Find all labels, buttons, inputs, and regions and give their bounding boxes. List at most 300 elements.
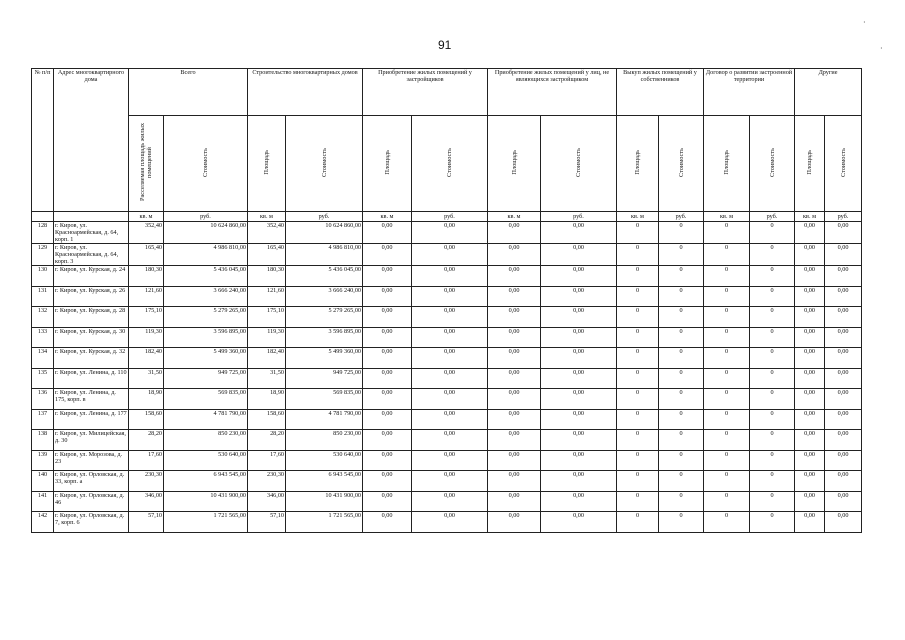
group-header-construction: Строительство многоквартирных домов	[248, 69, 363, 116]
total-cost: 850 230,00	[164, 430, 248, 451]
non-developer-area: 0,00	[488, 450, 541, 471]
sub-header-area: Площадь	[704, 116, 750, 212]
development-cost: 0	[750, 512, 795, 533]
other-cost: 0,00	[825, 348, 862, 369]
buyout-cost: 0	[659, 286, 704, 307]
development-area: 0	[704, 409, 750, 430]
developer-area: 0,00	[363, 450, 412, 471]
table-row	[32, 222, 862, 244]
development-area: 0	[704, 286, 750, 307]
construction-cost: 1 721 565,00	[286, 512, 363, 533]
non-developer-area: 0,00	[488, 348, 541, 369]
developer-cost: 0,00	[412, 244, 488, 266]
other-cost: 0,00	[825, 307, 862, 328]
other-cost: 0,00	[825, 430, 862, 451]
non-developer-cost: 0,00	[541, 327, 617, 348]
unit-area: кв. м	[488, 212, 541, 222]
row-address: г. Киров, ул. Ленина, д. 110	[54, 368, 129, 389]
row-number: 142	[32, 512, 54, 533]
row-number: 131	[32, 286, 54, 307]
non-developer-area: 0,00	[488, 430, 541, 451]
row-number: 138	[32, 430, 54, 451]
units-row	[32, 212, 862, 222]
non-developer-area: 0,00	[488, 307, 541, 328]
other-area: 0,00	[795, 491, 825, 512]
total-cost: 5 499 360,00	[164, 348, 248, 369]
non-developer-area: 0,00	[488, 389, 541, 410]
unit-area: кв. м	[617, 212, 659, 222]
unit-area: кв. м	[363, 212, 412, 222]
construction-area: 165,40	[248, 244, 286, 266]
total-area: 31,50	[129, 368, 164, 389]
row-address: г. Киров, ул. Ленина, д. 175, корп. в	[54, 389, 129, 410]
construction-area: 346,00	[248, 491, 286, 512]
construction-area: 230,30	[248, 471, 286, 492]
page-number: 91	[438, 38, 452, 52]
non-developer-cost: 0,00	[541, 430, 617, 451]
total-area: 182,40	[129, 348, 164, 369]
other-cost: 0,00	[825, 491, 862, 512]
sub-header-area: Площадь	[363, 116, 412, 212]
non-developer-area: 0,00	[488, 327, 541, 348]
buyout-area: 0	[617, 307, 659, 328]
construction-cost: 10 431 900,00	[286, 491, 363, 512]
developer-area: 0,00	[363, 222, 412, 244]
construction-area: 17,60	[248, 450, 286, 471]
unit-area: кв. м	[704, 212, 750, 222]
sub-header-cost: Стоимость	[825, 116, 862, 212]
development-cost: 0	[750, 244, 795, 266]
sub-header-area: Площадь	[248, 116, 286, 212]
non-developer-cost: 0,00	[541, 491, 617, 512]
non-developer-area: 0,00	[488, 512, 541, 533]
table-row	[32, 409, 862, 430]
total-cost: 3 596 895,00	[164, 327, 248, 348]
developer-cost: 0,00	[412, 307, 488, 328]
developer-cost: 0,00	[412, 409, 488, 430]
row-number: 139	[32, 450, 54, 471]
other-area: 0,00	[795, 266, 825, 287]
development-cost: 0	[750, 430, 795, 451]
row-address: г. Киров, ул. Морозова, д. 23	[54, 450, 129, 471]
development-cost: 0	[750, 491, 795, 512]
construction-cost: 5 499 360,00	[286, 348, 363, 369]
construction-area: 175,10	[248, 307, 286, 328]
total-area: 158,60	[129, 409, 164, 430]
developer-cost: 0,00	[412, 512, 488, 533]
sub-header-cost: Стоимость	[412, 116, 488, 212]
construction-area: 182,40	[248, 348, 286, 369]
buyout-cost: 0	[659, 430, 704, 451]
other-area: 0,00	[795, 512, 825, 533]
row-address: г. Киров, ул. Курская, д. 30	[54, 327, 129, 348]
non-developer-cost: 0,00	[541, 368, 617, 389]
construction-area: 57,10	[248, 512, 286, 533]
total-cost: 10 431 900,00	[164, 491, 248, 512]
table-row	[32, 471, 862, 492]
developer-cost: 0,00	[412, 430, 488, 451]
other-area: 0,00	[795, 450, 825, 471]
other-cost: 0,00	[825, 222, 862, 244]
total-cost: 10 624 860,00	[164, 222, 248, 244]
buyout-cost: 0	[659, 222, 704, 244]
row-number: 141	[32, 491, 54, 512]
total-area: 121,60	[129, 286, 164, 307]
group-header-purchase-developers: Приобретение жилых помещений у застройщиков	[363, 69, 488, 116]
unit-area: кв. м	[248, 212, 286, 222]
buyout-cost: 0	[659, 491, 704, 512]
construction-cost: 569 835,00	[286, 389, 363, 410]
development-cost: 0	[750, 266, 795, 287]
table-row	[32, 491, 862, 512]
development-area: 0	[704, 471, 750, 492]
construction-cost: 3 666 240,00	[286, 286, 363, 307]
other-area: 0,00	[795, 327, 825, 348]
developer-cost: 0,00	[412, 327, 488, 348]
scan-mark: ·	[880, 44, 883, 53]
development-area: 0	[704, 307, 750, 328]
development-area: 0	[704, 430, 750, 451]
development-cost: 0	[750, 286, 795, 307]
other-area: 0,00	[795, 348, 825, 369]
construction-cost: 530 640,00	[286, 450, 363, 471]
non-developer-cost: 0,00	[541, 222, 617, 244]
row-number: 128	[32, 222, 54, 244]
non-developer-area: 0,00	[488, 368, 541, 389]
row-number: 135	[32, 368, 54, 389]
row-address: г. Киров, ул. Курская, д. 32	[54, 348, 129, 369]
total-area: 18,90	[129, 389, 164, 410]
total-area: 230,30	[129, 471, 164, 492]
development-area: 0	[704, 266, 750, 287]
row-number: 136	[32, 389, 54, 410]
row-number: 130	[32, 266, 54, 287]
sub-header-cost: Стоимость	[750, 116, 795, 212]
non-developer-cost: 0,00	[541, 307, 617, 328]
row-address: г. Киров, ул. Орловская, д. 7, корп. 6	[54, 512, 129, 533]
buyout-area: 0	[617, 266, 659, 287]
non-developer-area: 0,00	[488, 222, 541, 244]
buyout-cost: 0	[659, 266, 704, 287]
development-cost: 0	[750, 348, 795, 369]
unit-empty	[54, 212, 129, 222]
group-header-purchase-non-developers: Приобретение жилых помещений у лиц, не являющихся застройщиком	[488, 69, 617, 116]
non-developer-cost: 0,00	[541, 471, 617, 492]
non-developer-area: 0,00	[488, 409, 541, 430]
non-developer-area: 0,00	[488, 244, 541, 266]
developer-area: 0,00	[363, 266, 412, 287]
buyout-area: 0	[617, 286, 659, 307]
total-cost: 6 943 545,00	[164, 471, 248, 492]
non-developer-cost: 0,00	[541, 389, 617, 410]
development-cost: 0	[750, 409, 795, 430]
other-area: 0,00	[795, 222, 825, 244]
other-cost: 0,00	[825, 450, 862, 471]
total-area: 346,00	[129, 491, 164, 512]
developer-area: 0,00	[363, 368, 412, 389]
construction-cost: 949 725,00	[286, 368, 363, 389]
construction-area: 28,20	[248, 430, 286, 451]
construction-cost: 5 436 045,00	[286, 266, 363, 287]
developer-area: 0,00	[363, 348, 412, 369]
developer-cost: 0,00	[412, 471, 488, 492]
construction-area: 119,30	[248, 327, 286, 348]
developer-cost: 0,00	[412, 266, 488, 287]
buyout-cost: 0	[659, 471, 704, 492]
total-cost: 4 781 790,00	[164, 409, 248, 430]
other-area: 0,00	[795, 368, 825, 389]
total-area: 175,10	[129, 307, 164, 328]
total-area: 28,20	[129, 430, 164, 451]
sub-header-area: Площадь	[617, 116, 659, 212]
resettlement-table	[31, 68, 862, 533]
non-developer-area: 0,00	[488, 491, 541, 512]
developer-area: 0,00	[363, 244, 412, 266]
total-area: 17,60	[129, 450, 164, 471]
other-area: 0,00	[795, 307, 825, 328]
row-address: г. Киров, ул. Орловская, д. 46	[54, 491, 129, 512]
col-header-num: № п/п	[32, 69, 54, 212]
other-cost: 0,00	[825, 471, 862, 492]
sub-header-area: Площадь	[488, 116, 541, 212]
non-developer-area: 0,00	[488, 286, 541, 307]
group-header-total: Всего	[129, 69, 248, 116]
construction-cost: 6 943 545,00	[286, 471, 363, 492]
table-row	[32, 450, 862, 471]
sub-header-resettled-area: Расселяемая площадь жилых помещений	[129, 116, 164, 212]
total-area: 119,30	[129, 327, 164, 348]
col-header-address: Адрес многоквартирного дома	[54, 69, 129, 212]
table-row	[32, 512, 862, 533]
unit-area: кв. м	[795, 212, 825, 222]
developer-cost: 0,00	[412, 286, 488, 307]
developer-cost: 0,00	[412, 491, 488, 512]
development-area: 0	[704, 450, 750, 471]
total-area: 180,30	[129, 266, 164, 287]
table-row	[32, 389, 862, 410]
other-area: 0,00	[795, 244, 825, 266]
sub-header-cost: Стоимость	[541, 116, 617, 212]
non-developer-cost: 0,00	[541, 409, 617, 430]
other-cost: 0,00	[825, 286, 862, 307]
total-area: 352,40	[129, 222, 164, 244]
developer-area: 0,00	[363, 430, 412, 451]
construction-area: 180,30	[248, 266, 286, 287]
other-cost: 0,00	[825, 389, 862, 410]
row-address: г. Киров, ул. Курская, д. 28	[54, 307, 129, 328]
buyout-area: 0	[617, 348, 659, 369]
table-row	[32, 266, 862, 287]
buyout-area: 0	[617, 368, 659, 389]
buyout-cost: 0	[659, 512, 704, 533]
table-row	[32, 327, 862, 348]
other-cost: 0,00	[825, 512, 862, 533]
unit-rub: руб.	[750, 212, 795, 222]
table-row	[32, 348, 862, 369]
other-area: 0,00	[795, 389, 825, 410]
construction-area: 158,60	[248, 409, 286, 430]
other-area: 0,00	[795, 430, 825, 451]
buyout-area: 0	[617, 430, 659, 451]
total-cost: 949 725,00	[164, 368, 248, 389]
group-header-other: Другие	[795, 69, 862, 116]
buyout-area: 0	[617, 244, 659, 266]
row-number: 133	[32, 327, 54, 348]
other-cost: 0,00	[825, 409, 862, 430]
row-number: 129	[32, 244, 54, 266]
row-address: г. Киров, ул. Красноармейская, д. 64, корп. 3	[54, 244, 129, 266]
other-area: 0,00	[795, 286, 825, 307]
unit-rub: руб.	[164, 212, 248, 222]
other-area: 0,00	[795, 471, 825, 492]
construction-area: 121,60	[248, 286, 286, 307]
buyout-cost: 0	[659, 327, 704, 348]
non-developer-area: 0,00	[488, 266, 541, 287]
construction-cost: 10 624 860,00	[286, 222, 363, 244]
construction-cost: 3 596 895,00	[286, 327, 363, 348]
unit-empty	[32, 212, 54, 222]
non-developer-cost: 0,00	[541, 244, 617, 266]
row-number: 137	[32, 409, 54, 430]
table-row	[32, 244, 862, 266]
construction-area: 18,90	[248, 389, 286, 410]
total-cost: 530 640,00	[164, 450, 248, 471]
developer-area: 0,00	[363, 307, 412, 328]
buyout-area: 0	[617, 450, 659, 471]
buyout-area: 0	[617, 512, 659, 533]
development-area: 0	[704, 244, 750, 266]
construction-cost: 850 230,00	[286, 430, 363, 451]
development-area: 0	[704, 389, 750, 410]
row-address: г. Киров, ул. Орловская, д. 33, корп. а	[54, 471, 129, 492]
developer-area: 0,00	[363, 491, 412, 512]
row-address: г. Киров, ул. Милицейская, д. 30	[54, 430, 129, 451]
developer-cost: 0,00	[412, 348, 488, 369]
other-area: 0,00	[795, 409, 825, 430]
developer-area: 0,00	[363, 512, 412, 533]
development-area: 0	[704, 368, 750, 389]
table-row	[32, 286, 862, 307]
developer-cost: 0,00	[412, 222, 488, 244]
row-number: 134	[32, 348, 54, 369]
total-area: 57,10	[129, 512, 164, 533]
development-cost: 0	[750, 222, 795, 244]
sub-header-cost: Стоимость	[164, 116, 248, 212]
unit-rub: руб.	[541, 212, 617, 222]
buyout-area: 0	[617, 409, 659, 430]
buyout-cost: 0	[659, 368, 704, 389]
non-developer-cost: 0,00	[541, 286, 617, 307]
other-cost: 0,00	[825, 327, 862, 348]
total-cost: 569 835,00	[164, 389, 248, 410]
non-developer-cost: 0,00	[541, 348, 617, 369]
unit-area: кв. м	[129, 212, 164, 222]
construction-area: 31,50	[248, 368, 286, 389]
group-header-buyout: Выкуп жилых помещений у собственников	[617, 69, 704, 116]
construction-cost: 4 781 790,00	[286, 409, 363, 430]
non-developer-area: 0,00	[488, 471, 541, 492]
development-cost: 0	[750, 368, 795, 389]
group-header-development-agreement: Договор о развитии застроенной территории	[704, 69, 795, 116]
row-address: г. Киров, ул. Ленина, д. 177	[54, 409, 129, 430]
developer-area: 0,00	[363, 327, 412, 348]
table-row	[32, 430, 862, 451]
development-cost: 0	[750, 389, 795, 410]
sub-header-cost: Стоимость	[659, 116, 704, 212]
header-sub-row	[32, 116, 862, 212]
buyout-cost: 0	[659, 348, 704, 369]
developer-area: 0,00	[363, 409, 412, 430]
development-cost: 0	[750, 307, 795, 328]
unit-rub: руб.	[412, 212, 488, 222]
developer-area: 0,00	[363, 286, 412, 307]
row-address: г. Киров, ул. Красноармейская, д. 64, корп. 1	[54, 222, 129, 244]
development-area: 0	[704, 222, 750, 244]
total-cost: 5 279 265,00	[164, 307, 248, 328]
buyout-area: 0	[617, 471, 659, 492]
header-groups-row	[32, 69, 862, 116]
unit-rub: руб.	[825, 212, 862, 222]
row-number: 140	[32, 471, 54, 492]
developer-cost: 0,00	[412, 389, 488, 410]
total-cost: 3 666 240,00	[164, 286, 248, 307]
construction-area: 352,40	[248, 222, 286, 244]
other-cost: 0,00	[825, 368, 862, 389]
buyout-area: 0	[617, 327, 659, 348]
total-cost: 4 986 810,00	[164, 244, 248, 266]
row-number: 132	[32, 307, 54, 328]
development-cost: 0	[750, 327, 795, 348]
non-developer-cost: 0,00	[541, 266, 617, 287]
buyout-cost: 0	[659, 409, 704, 430]
unit-rub: руб.	[286, 212, 363, 222]
sub-header-area: Площадь	[795, 116, 825, 212]
unit-rub: руб.	[659, 212, 704, 222]
table-row	[32, 307, 862, 328]
scan-mark: ·	[863, 18, 866, 27]
total-cost: 5 436 045,00	[164, 266, 248, 287]
total-area: 165,40	[129, 244, 164, 266]
total-cost: 1 721 565,00	[164, 512, 248, 533]
development-area: 0	[704, 327, 750, 348]
other-cost: 0,00	[825, 266, 862, 287]
row-address: г. Киров, ул. Курская, д. 24	[54, 266, 129, 287]
developer-area: 0,00	[363, 389, 412, 410]
development-cost: 0	[750, 471, 795, 492]
buyout-cost: 0	[659, 307, 704, 328]
development-area: 0	[704, 512, 750, 533]
development-area: 0	[704, 491, 750, 512]
non-developer-cost: 0,00	[541, 512, 617, 533]
developer-area: 0,00	[363, 471, 412, 492]
buyout-cost: 0	[659, 244, 704, 266]
non-developer-cost: 0,00	[541, 450, 617, 471]
developer-cost: 0,00	[412, 368, 488, 389]
construction-cost: 5 279 265,00	[286, 307, 363, 328]
development-area: 0	[704, 348, 750, 369]
table-body	[32, 222, 862, 533]
buyout-cost: 0	[659, 450, 704, 471]
development-cost: 0	[750, 450, 795, 471]
buyout-area: 0	[617, 389, 659, 410]
table-row	[32, 368, 862, 389]
buyout-area: 0	[617, 491, 659, 512]
other-cost: 0,00	[825, 244, 862, 266]
developer-cost: 0,00	[412, 450, 488, 471]
sub-header-cost: Стоимость	[286, 116, 363, 212]
row-address: г. Киров, ул. Курская, д. 26	[54, 286, 129, 307]
buyout-area: 0	[617, 222, 659, 244]
